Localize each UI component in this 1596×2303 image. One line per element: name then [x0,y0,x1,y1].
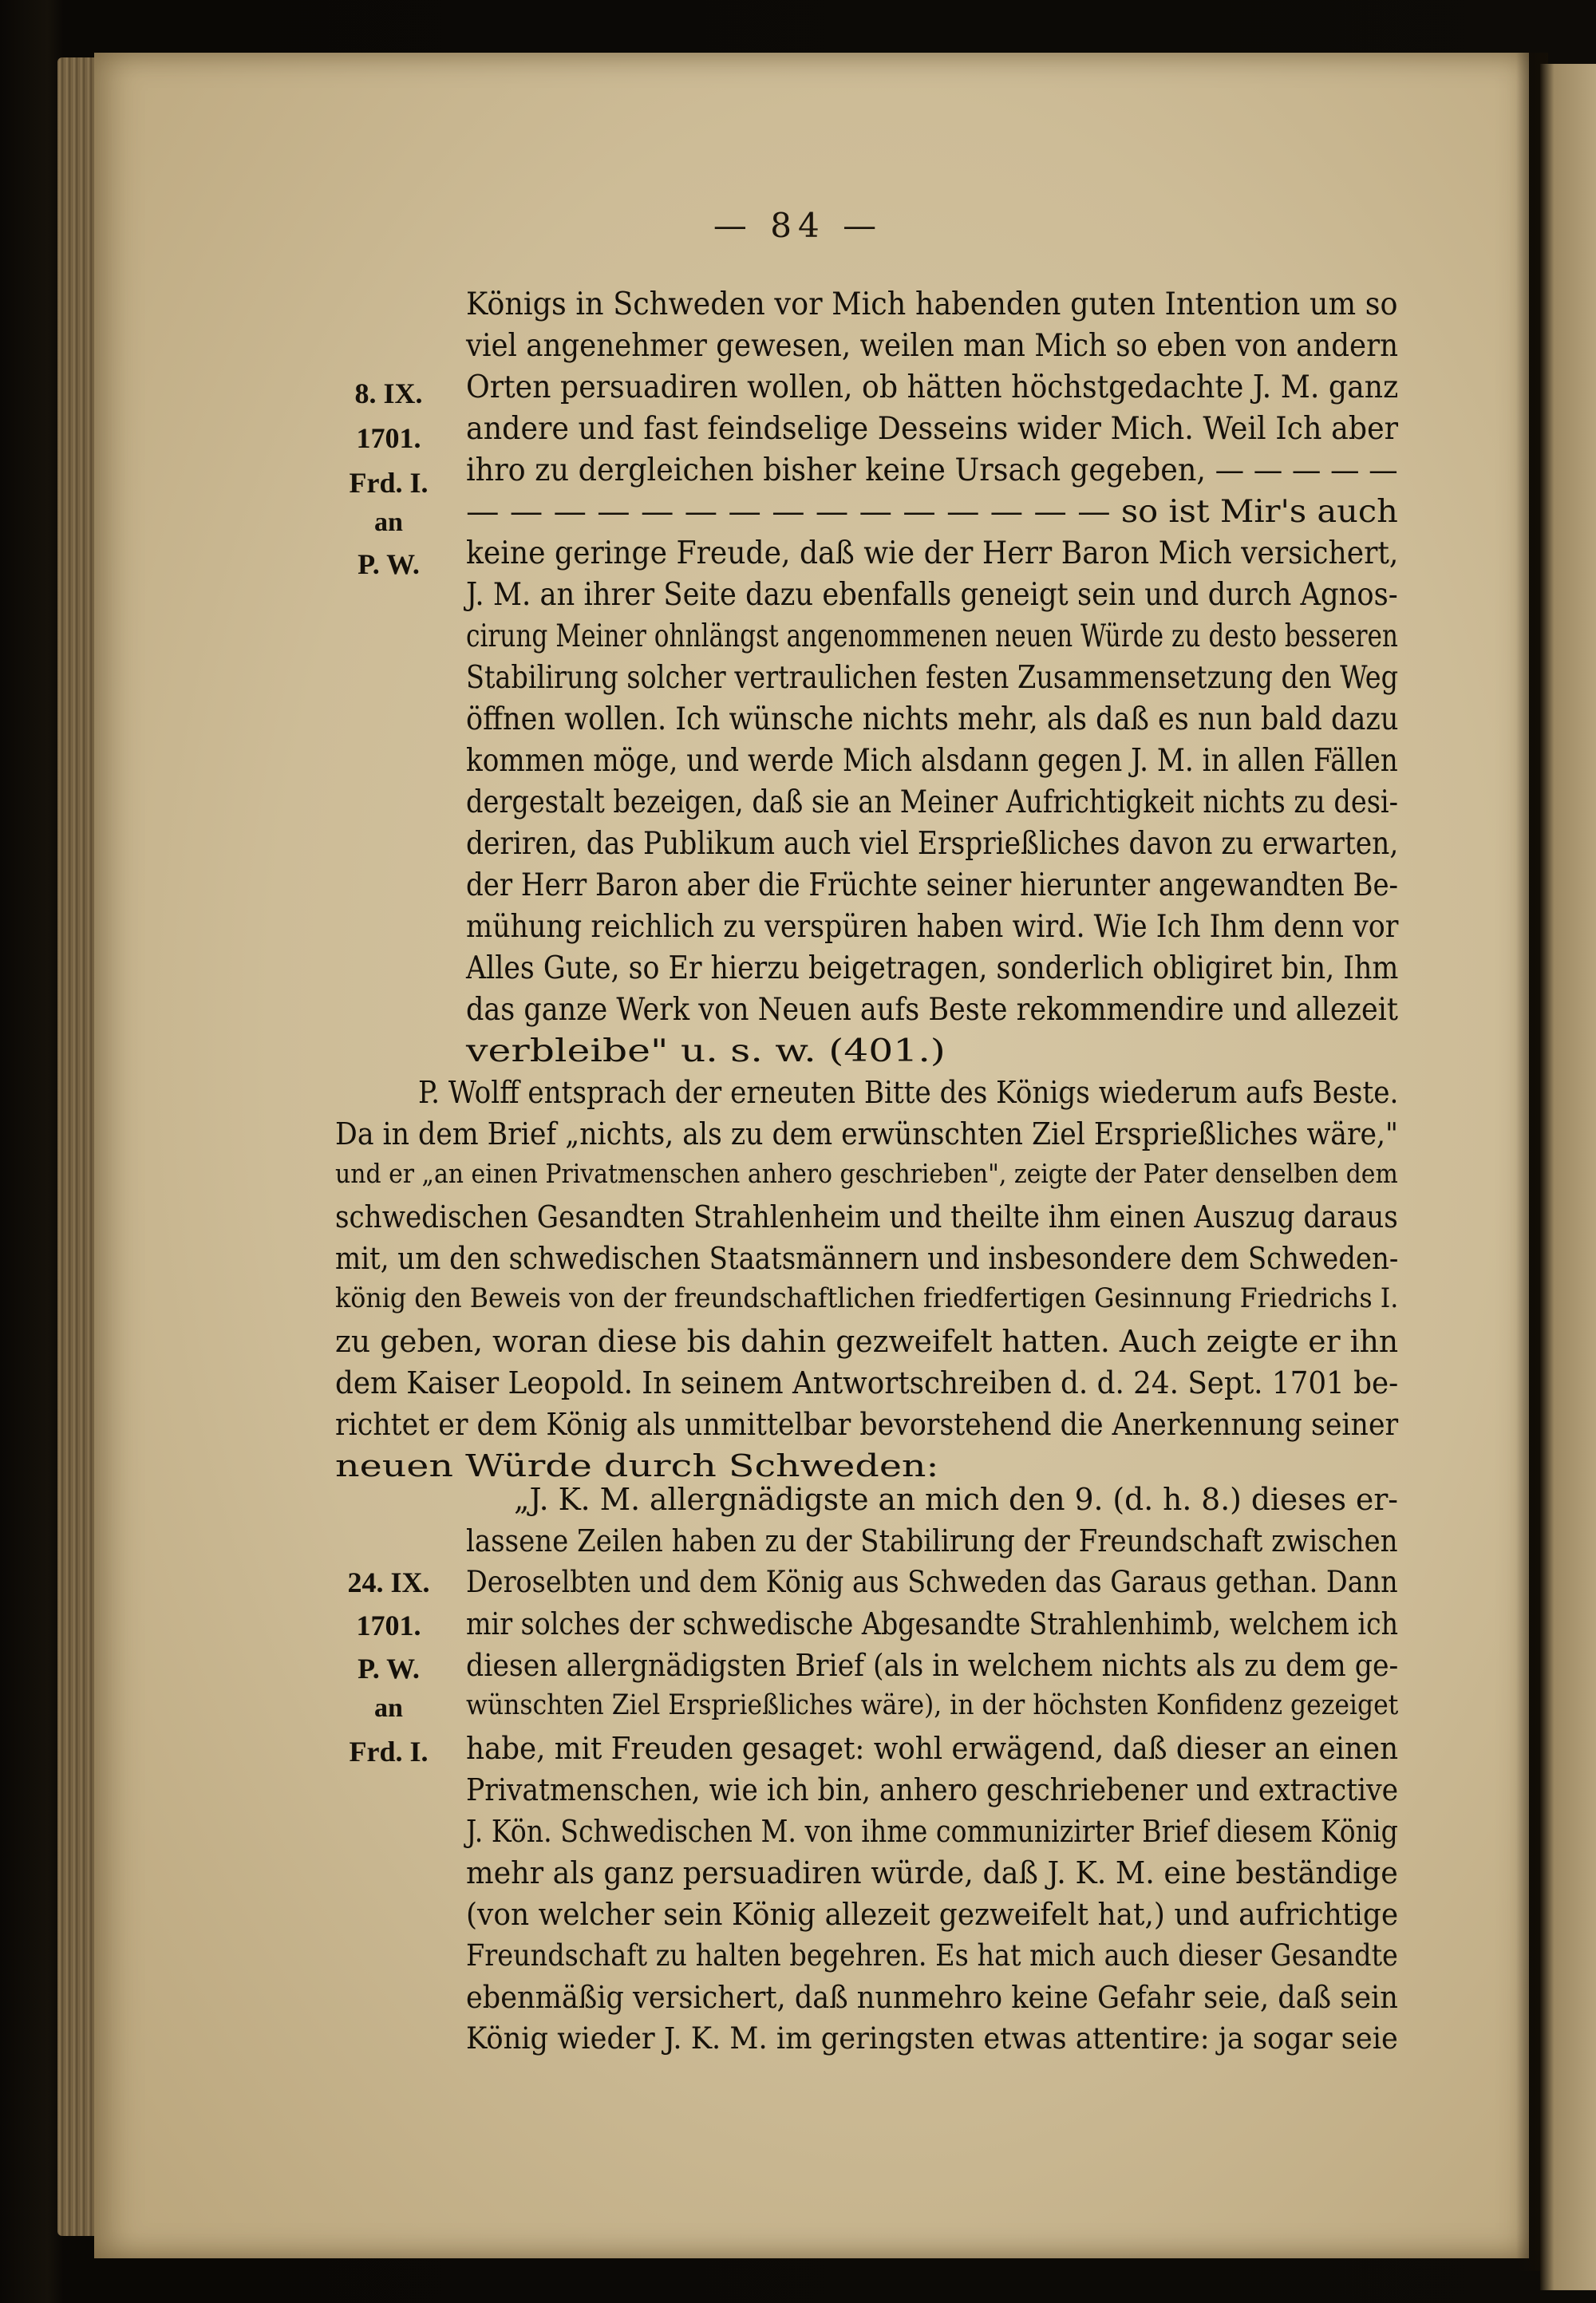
text-line: cirung Meiner ohnlängst angenommenen neuen Würde zu desto besseren [466,618,1398,654]
text-line: der Herr Baron aber die Früchte seiner hierunter angewandten Be- [466,867,1399,903]
margin-note-line: an [374,508,403,537]
text-line: neuen Würde durch Schweden: [335,1448,939,1483]
text-line: schwedischen Gesandten Strahlenheim und theilte ihm einen Auszug daraus [335,1199,1398,1234]
text-line: mit, um den schwedischen Staatsmännern und insbesondere dem Schweden- [335,1241,1399,1276]
margin-note-line: 1701. [356,1610,421,1641]
text-line: deriren, das Publikum auch viel Ersprießliches davon zu erwarten, [466,826,1399,862]
margin-note-line: P. W. [358,1653,420,1685]
margin-note-line: Frd. I. [349,467,429,499]
text-line: viel angenehmer gewesen, weilen man Mich so eben von andern [466,328,1399,364]
text-line: dergestalt bezeigen, daß sie an Meiner Aufrichtigkeit nichts zu desi- [466,784,1399,820]
text-line: verbleibe" u. s. w. (401.) [466,1033,946,1069]
text-line: Stabilirung solcher vertraulichen festen Zusammensetzung den Weg [466,660,1399,696]
text-line: wünschten Ziel Ersprießliches wäre), in der höchsten Konfidenz gezeiget [466,1689,1399,1721]
text-line: dem Kaiser Leopold. In seinem Antwortschreiben d. d. 24. Sept. 1701 be- [335,1365,1399,1400]
text-line: (von welcher sein König allezeit gezweifelt hat,) und aufrichtige [466,1897,1399,1932]
text-line: zu geben, woran diese bis dahin gezweifelt hatten. Auch zeigte er ihn [335,1324,1399,1359]
text-line: öffnen wollen. Ich wünsche nichts mehr, als daß es nun bald dazu [466,701,1399,737]
margin-note-line: Frd. I. [349,1736,429,1768]
text-line: J. M. an ihrer Seite dazu ebenfalls geneigt sein und durch Agnos- [466,577,1398,613]
margin-note-line: 1701. [356,422,421,454]
text-line: J. Kön. Schwedischen M. von ihme communizirter Brief diesem König [466,1814,1398,1849]
text-line: P. Wolff entsprach der erneuten Bitte des Königs wiederum aufs Beste. [418,1075,1399,1110]
margin-note-line: 8. IX. [354,377,423,409]
text-line: diesen allergnädigsten Brief (als in welchem nichts als zu dem ge- [466,1648,1399,1683]
margin-note-line: P. W. [358,548,420,580]
text-line: Privatmenschen, wie ich bin, anhero geschriebener und extractive [466,1772,1399,1807]
text-line: ebenmäßig versichert, daß nunmehro keine Gefahr seie, daß sein [466,1980,1398,2015]
text-line: — — — — — — — — — — — — — — — so ist Mir's auch [466,494,1398,530]
facing-page-edge [1540,64,1596,2290]
text-line: könig den Beweis von der freundschaftlichen friedfertigen Gesinnung Friedrichs I. [335,1282,1399,1314]
text-line: mir solches der schwedische Abgesandte Strahlenhimb, welchem ich [466,1606,1399,1641]
text-line: mühung reichlich zu verspüren haben wird. Wie Ich Ihm denn vor [466,909,1399,945]
text-line: Freundschaft zu halten begehren. Es hat mich auch dieser Gesandte [466,1938,1398,1973]
text-line: mehr als ganz persuadiren würde, daß J. K. M. eine beständige [466,1855,1398,1890]
text-line: ihro zu dergleichen bisher keine Ursach gegeben, — — — — — [466,452,1398,488]
text-line: das ganze Werk von Neuen aufs Beste rekommendire und allezeit [466,992,1398,1028]
text-line: und er „an einen Privatmenschen anhero geschrieben", zeigte der Pater denselben dem [335,1158,1398,1189]
margin-note-line: an [374,1693,403,1723]
text-line: richtet er dem König als unmittelbar bevorstehend die Anerkennung seiner [335,1407,1399,1442]
text-line: habe, mit Freuden gesaget: wohl erwägend, daß dieser an einen [466,1731,1399,1766]
text-line: Da in dem Brief „nichts, als zu dem erwünschten Ziel Ersprießliches wäre," [335,1116,1399,1152]
text-line: Deroselbten und dem König aus Schweden das Garaus gethan. Dann [466,1565,1398,1599]
text-line: Alles Gute, so Er hierzu beigetragen, sonderlich obligiret bin, Ihm [466,950,1399,986]
text-line: Königs in Schweden vor Mich habenden guten Intention um so [466,286,1398,322]
margin-note-line: 24. IX. [347,1566,430,1598]
text-line: Orten persuadiren wollen, ob hätten höchstgedachte J. M. ganz [466,369,1399,405]
text-line: lassene Zeilen haben zu der Stabilirung der Freundschaft zwischen [466,1523,1398,1558]
page-number: — 84 — [713,206,883,245]
text-line: keine geringe Freude, daß wie der Herr Baron Mich versichert, [466,535,1399,571]
text-line: andere und fast feindselige Desseins wider Mich. Weil Ich aber [466,411,1399,447]
text-line: kommen möge, und werde Mich alsdann gegen J. M. in allen Fällen [466,743,1398,779]
text-line: „J. K. M. allergnädigste an mich den 9. (d. h. 8.) dieses er- [514,1482,1399,1517]
text-line: König wieder J. K. M. im geringsten etwas attentire: ja sogar seie [466,2021,1398,2056]
